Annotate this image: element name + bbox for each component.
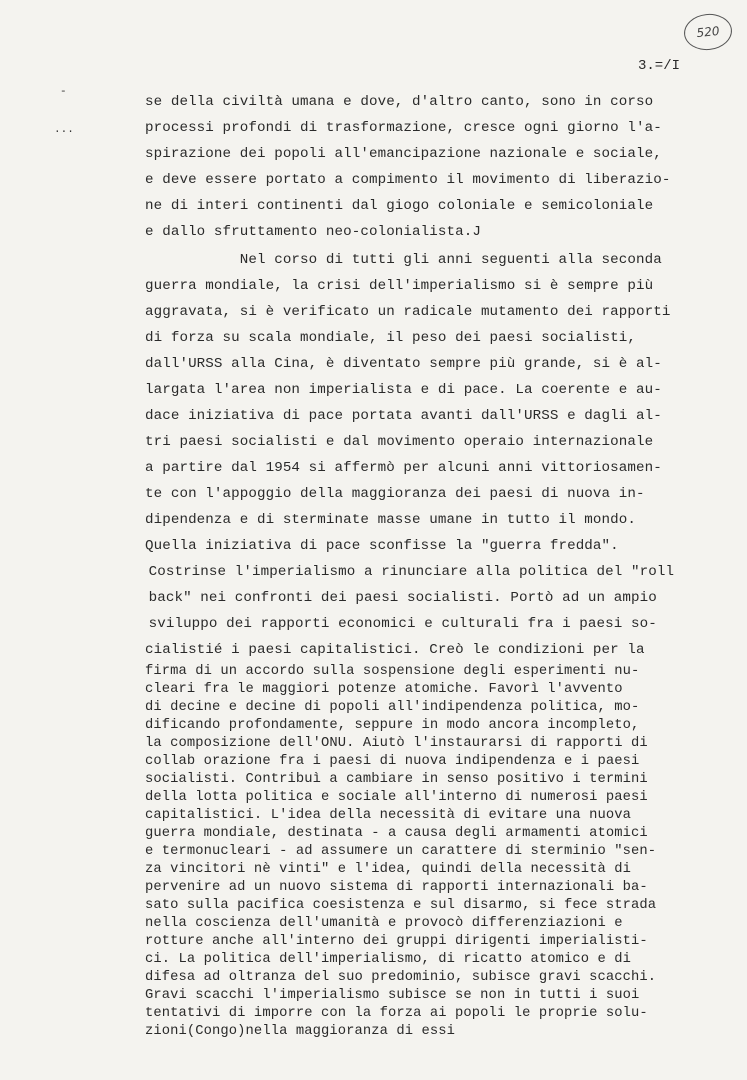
text-line: cialistié i paesi capitalistici. Creò le condizioni per la [145,642,645,658]
text-line: ci. La politica dell'imperialismo, di ricatto atomico e di [145,952,632,967]
text-line: di decine e decine di popoli all'indipendenza politica, mo- [145,700,640,715]
text-line: difesa ad oltranza del suo predominio, subisce gravi scacchi. [145,970,657,985]
text-line: e termonucleari - ad assumere un carattere di sterminio "sen- [145,844,657,859]
page-number: 3.=/I [638,58,681,74]
text-line: di forza su scala mondiale, il peso dei paesi socialisti, [145,330,636,346]
text-line: la composizione dell'ONU. Aiutò l'instaurarsi di rapporti di [145,736,648,751]
text-line: se della civiltà umana e dove, d'altro canto, sono in corso [145,94,654,110]
text-line: Nel corso di tutti gli anni seguenti alla seconda [145,252,662,268]
margin-mark: - [60,86,67,98]
text-line: za vincitori nè vinti" e l'idea, quindi della necessità di [145,862,632,877]
text-line: dipendenza e di sterminate masse umane in tutto il mondo. [145,512,636,528]
text-line: nella coscienza dell'umanità e provocò differenziazioni e [145,916,623,931]
text-line: a partire dal 1954 si affermò per alcuni anni vittoriosamen- [145,460,662,476]
text-line: pervenire ad un nuovo sistema di rapporti internazionali ba- [145,880,648,895]
text-line: tri paesi socialisti e dal movimento operaio internazionale [145,434,654,450]
text-line: sato sulla pacifica coesistenza e sul disarmo, si fece strada [145,898,657,913]
text-line: rotture anche all'interno dei gruppi dirigenti imperialisti- [145,934,648,949]
margin-mark: ... [54,124,74,136]
text-line: collab orazione fra i paesi di nuova indipendenza e i paesi [145,754,640,769]
text-line: e dallo sfruttamento neo-colonialista.J [145,224,481,240]
text-line: guerra mondiale, la crisi dell'imperialismo si è sempre più [145,278,654,294]
text-line: sviluppo dei rapporti economici e culturali fra i paesi so- [140,616,657,632]
text-line: dificando profondamente, seppure in modo ancora incompleto, [145,718,640,733]
text-line: e deve essere portato a compimento il movimento di liberazio- [145,172,671,188]
text-line: spirazione dei popoli all'emancipazione nazionale e sociale, [145,146,662,162]
text-line: firma di un accordo sulla sospensione degli esperimenti nu- [145,664,640,679]
text-line: largata l'area non imperialista e di pace. La coerente e au- [145,382,662,398]
text-line: Quella iniziativa di pace sconfisse la "guerra fredda". [145,538,619,554]
text-line: capitalistici. L'idea della necessità di evitare una nuova [145,808,632,823]
text-line: socialisti. Contribuì a cambiare in senso positivo i termini [145,772,648,787]
text-line: zioni(Congo)nella maggioranza di essi [145,1024,456,1039]
text-line: back" nei confronti dei paesi socialisti. Portò ad un ampio [140,590,657,606]
text-line: dace iniziativa di pace portata avanti dall'URSS e dagli al- [145,408,662,424]
text-line: Gravi scacchi l'imperialismo subisce se non in tutti i suoi [145,988,640,1003]
text-line: della lotta politica e sociale all'interno di numerosi paesi [145,790,648,805]
text-line: ne di interi continenti dal giogo coloniale e semicoloniale [145,198,654,214]
text-line: dall'URSS alla Cina, è diventato sempre più grande, si è al- [145,356,662,372]
text-line: Costrinse l'imperialismo a rinunciare alla politica del "roll [140,564,675,580]
text-line: processi profondi di trasformazione, cresce ogni giorno l'a- [145,120,662,136]
text-line: guerra mondiale, destinata - a causa degli armamenti atomici [145,826,648,841]
archive-stamp: 520 [682,12,734,53]
text-line: aggravata, si è verificato un radicale mutamento dei rapporti [145,304,671,320]
text-line: te con l'appoggio della maggioranza dei paesi di nuova in- [145,486,645,502]
text-line: tentativi di imporre con la forza ai popoli le proprie solu- [145,1006,648,1021]
text-line: cleari fra le maggiori potenze atomiche. Favorì l'avvento [145,682,623,697]
